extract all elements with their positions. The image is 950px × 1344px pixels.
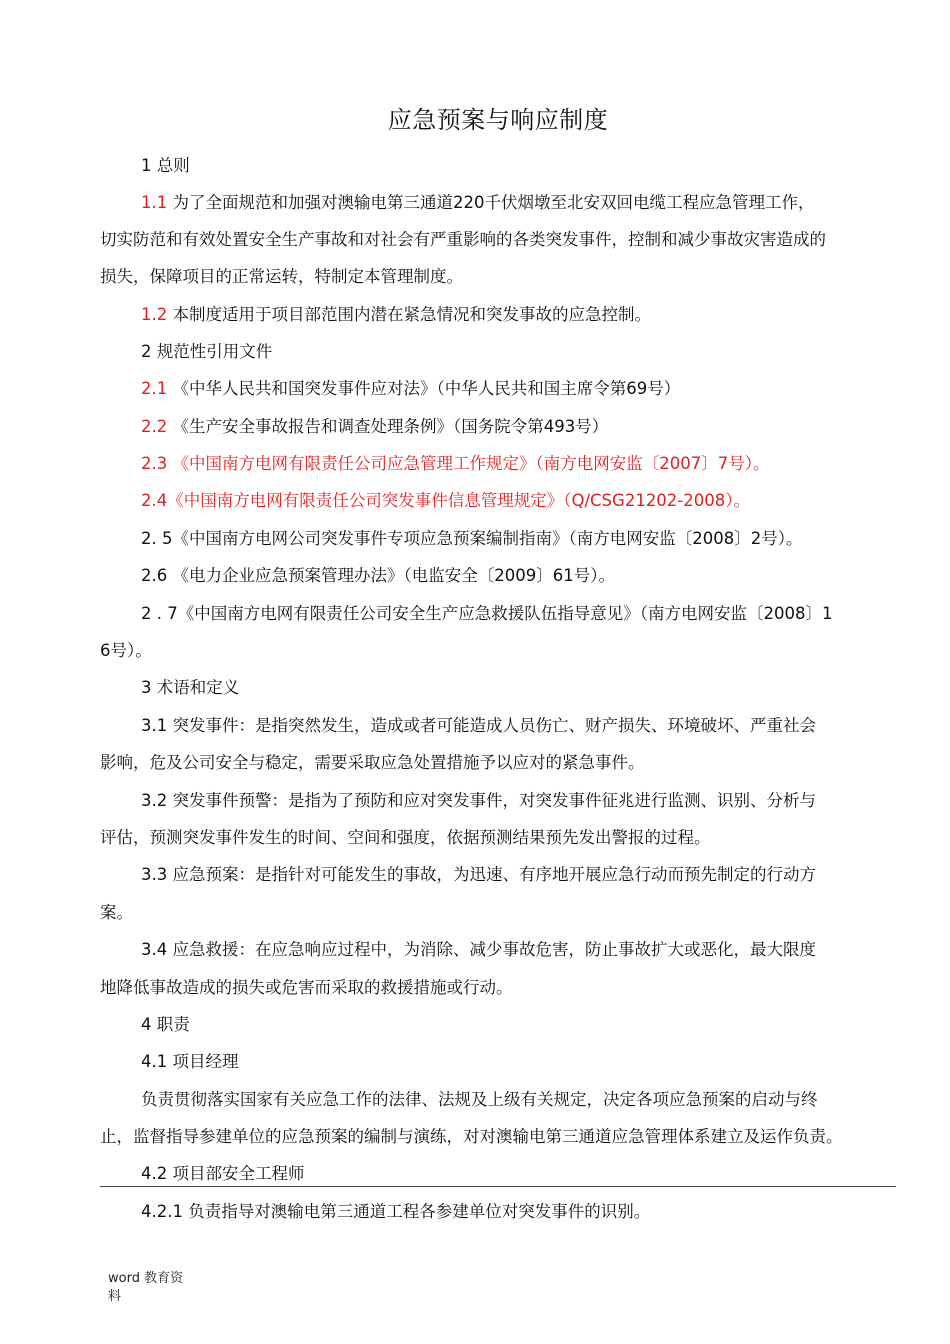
paragraph-text: 本制度适用于项目部范围内潜在紧急情况和突发事故的应急控制。 bbox=[167, 305, 651, 324]
paragraph-4-1-cont: 止，监督指导参建单位的应急预案的编制与演练，对对澳输电第三通道应急管理体系建立及运作负责。 bbox=[100, 1127, 843, 1146]
paragraph-2-3: 2.3 《中国南方电网有限责任公司应急管理工作规定》（南方电网安监〔2007〕7号）。 bbox=[141, 454, 770, 473]
section-3-heading: 3 术语和定义 bbox=[141, 678, 240, 697]
paragraph-2-2 bbox=[141, 416, 608, 438]
paragraph-3-4-cont: 地降低事故造成的损失或危害而采取的救援措施或行动。 bbox=[100, 978, 513, 997]
paragraph-2-5: 2. 5《中国南方电网公司突发事件专项应急预案编制指南》（南方电网安监〔2008〕2号）。 bbox=[141, 529, 803, 548]
paragraph-2-4: 2.4《中国南方电网有限责任公司突发事件信息管理规定》（Q/CSG21202-2008）。 bbox=[141, 491, 751, 510]
footer-line-2: 料 bbox=[108, 1289, 122, 1304]
paragraph-2-6: 2.6 《电力企业应急预案管理办法》（电监安全〔2009〕61号）。 bbox=[141, 566, 615, 585]
footer-line-1: word 教育资 bbox=[108, 1271, 184, 1286]
paragraph-4-2-1: 4.2.1 负责指导对澳输电第三通道工程各参建单位对突发事件的识别。 bbox=[141, 1202, 651, 1221]
clause-number: 2.2 bbox=[141, 417, 168, 436]
subsection-4-2: 4.2 项目部安全工程师 bbox=[141, 1164, 305, 1183]
paragraph-1-1 bbox=[141, 192, 815, 214]
paragraph-3-1: 3.1 突发事件：是指突然发生，造成或者可能造成人员伤亡、财产损失、环境破坏、严重社会 bbox=[141, 716, 816, 735]
clause-number: 2.1 bbox=[141, 379, 168, 398]
paragraph-text: 《生产安全事故报告和调查处理条例》（国务院令第493号） bbox=[167, 417, 609, 436]
clause-number: 1.2 bbox=[141, 305, 168, 324]
paragraph-3-1-cont: 影响，危及公司安全与稳定，需要采取应急处置措施予以应对的紧急事件。 bbox=[100, 753, 645, 772]
paragraph-2-7-cont: 6号）。 bbox=[100, 641, 152, 660]
paragraph-text: 为了全面规范和加强对澳输电第三通道220千伏烟墩至北安双回电缆工程应急管理工作， bbox=[167, 193, 815, 212]
clause-number: 1.1 bbox=[141, 193, 168, 212]
paragraph-1-1-cont: 切实防范和有效处置安全生产事故和对社会有严重影响的各类突发事件，控制和减少事故灾害造成的 bbox=[100, 230, 826, 249]
page-title: 应急预案与响应制度 bbox=[387, 106, 609, 134]
paragraph-3-3: 3.3 应急预案：是指针对可能发生的事故，为迅速、有序地开展应急行动而预先制定的行动方 bbox=[141, 865, 816, 884]
section-1-heading: 1 总则 bbox=[141, 156, 190, 175]
paragraph-text: 《中华人民共和国突发事件应对法》（中华人民共和国主席令第69号） bbox=[167, 379, 681, 398]
paragraph-3-2: 3.2 突发事件预警：是指为了预防和应对突发事件，对突发事件征兆进行监测、识别、分析与 bbox=[141, 791, 816, 810]
paragraph-2-1 bbox=[141, 378, 680, 400]
subsection-4-1: 4.1 项目经理 bbox=[141, 1052, 239, 1071]
paragraph-1-2 bbox=[141, 304, 651, 326]
paragraph-2-7: 2 . 7《中国南方电网有限责任公司安全生产应急救援队伍指导意见》（南方电网安监〔2008〕1 bbox=[141, 604, 833, 623]
paragraph-4-1: 负责贯彻落实国家有关应急工作的法律、法规及上级有关规定，决定各项应急预案的启动与终 bbox=[141, 1090, 818, 1109]
section-4-heading: 4 职责 bbox=[141, 1015, 190, 1034]
paragraph-3-2-cont: 评估，预测突发事件发生的时间、空间和强度，依据预测结果预先发出警报的过程。 bbox=[100, 828, 711, 847]
paragraph-3-3-cont: 案。 bbox=[100, 903, 133, 922]
paragraph-3-4: 3.4 应急救援：在应急响应过程中，为消除、减少事故危害，防止事故扩大或恶化，最大限度 bbox=[141, 940, 816, 959]
page-divider bbox=[100, 1186, 896, 1187]
paragraph-1-1-cont-2: 损失，保障项目的正常运转，特制定本管理制度。 bbox=[100, 267, 463, 286]
section-2-heading: 2 规范性引用文件 bbox=[141, 342, 273, 361]
